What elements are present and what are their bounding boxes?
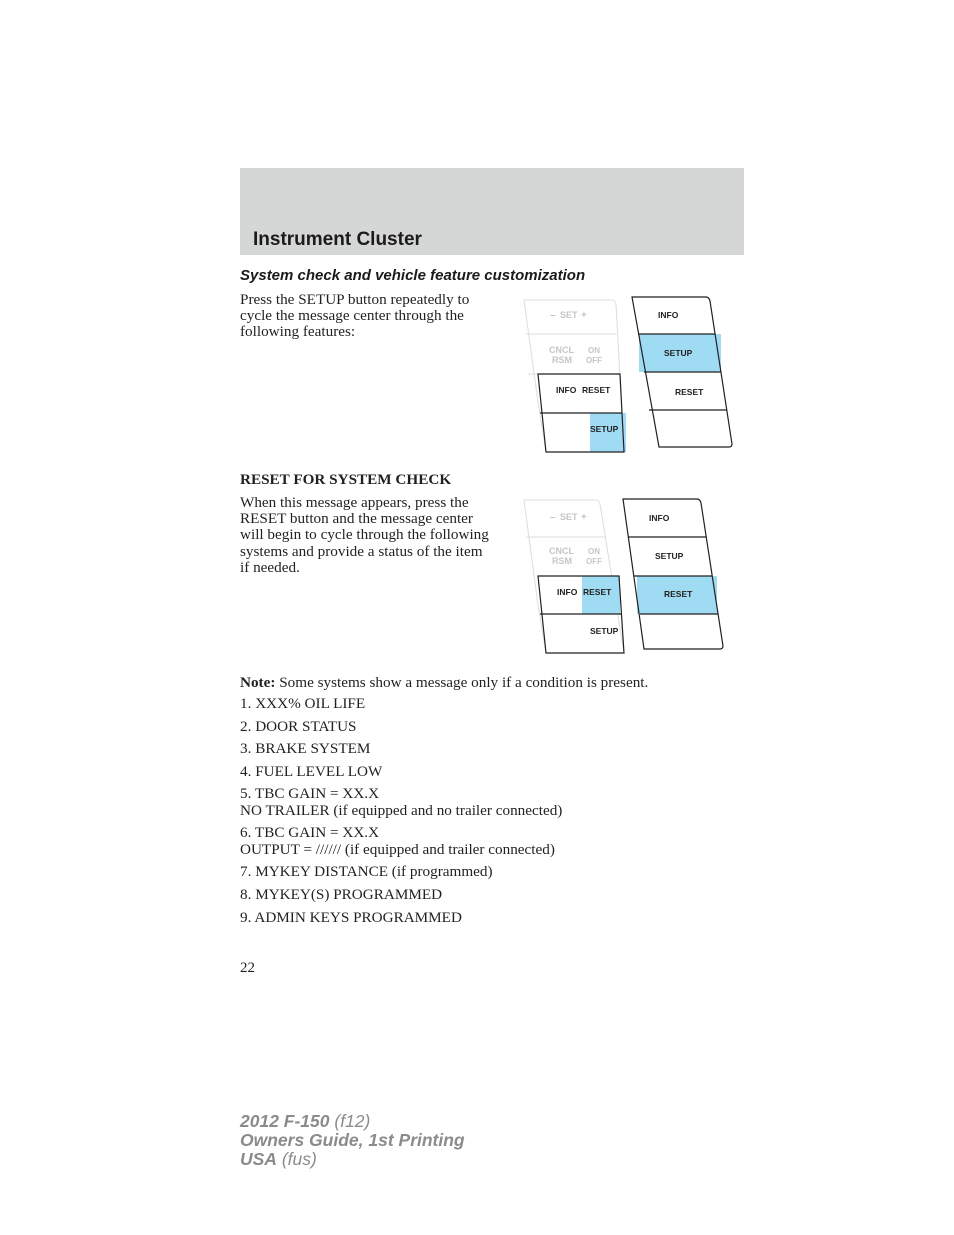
footer-guide: Owners Guide, 1st Printing	[240, 1130, 465, 1150]
footer-region-code: (fus)	[276, 1149, 317, 1169]
list-item	[240, 719, 562, 735]
set-label: SET	[560, 310, 578, 320]
list-item-line: 3. BRAKE SYSTEM	[240, 740, 371, 758]
list-item-line: 9. ADMIN KEYS PROGRAMMED	[240, 908, 462, 926]
intro-paragraph: Press the SETUP button repeatedly to cycle the message center through the following features:	[240, 291, 470, 341]
set-label: SET	[560, 512, 578, 522]
info-button-label: INFO	[556, 385, 577, 395]
off-label: OFF	[586, 557, 602, 566]
left-control-panel	[524, 500, 624, 653]
cncl-label: CNCL	[549, 546, 574, 556]
footer-region: USA	[240, 1149, 277, 1169]
right-control-panel	[632, 297, 732, 447]
steering-controls-figure-setup	[516, 292, 740, 456]
header-band	[240, 168, 744, 255]
reset-button-label: RESET	[582, 385, 611, 395]
list-item	[240, 696, 562, 712]
list-item-line: 1. XXX% OIL LIFE	[240, 695, 366, 712]
right-setup-label: SETUP	[655, 551, 684, 561]
list-item-line: 2. DOOR STATUS	[240, 717, 357, 735]
list-item-detail: OUTPUT = ////// (if equipped and trailer connected)	[240, 840, 555, 858]
set-plus-label: +	[581, 512, 587, 523]
right-reset-label: RESET	[675, 387, 704, 397]
note-label: Note:	[240, 674, 276, 691]
off-label: OFF	[586, 356, 602, 365]
rsm-label: RSM	[552, 556, 572, 566]
reset-button-label: RESET	[583, 587, 612, 597]
list-item	[240, 910, 562, 926]
page-title: Instrument Cluster	[253, 229, 422, 250]
setup-button-label: SETUP	[590, 626, 619, 636]
list-item	[240, 741, 562, 757]
list-item-line: 8. MYKEY(S) PROGRAMMED	[240, 885, 443, 903]
list-item	[240, 786, 562, 819]
right-control-panel	[623, 499, 723, 649]
footer-line-region	[240, 1150, 465, 1169]
document-footer	[240, 1112, 465, 1169]
on-label: ON	[588, 346, 600, 355]
list-item-line: 5. TBC GAIN = XX.X	[240, 785, 380, 803]
list-item	[240, 864, 562, 880]
steering-controls-figure-reset	[516, 495, 740, 659]
page-number: 22	[240, 960, 255, 976]
footer-model-code: (f12)	[329, 1111, 371, 1131]
list-item	[240, 825, 562, 858]
reset-paragraph: When this message appears, press the RESET button and the message center will begin to cycle through the following systems and provide a status of the item if needed.	[240, 494, 489, 576]
setup-button-label: SETUP	[590, 424, 619, 434]
list-item	[240, 764, 562, 780]
footer-line-model	[240, 1112, 465, 1131]
rsm-label: RSM	[552, 355, 572, 365]
info-button-label: INFO	[557, 587, 578, 597]
right-setup-label: SETUP	[664, 348, 693, 358]
set-minus-label: –	[550, 310, 556, 321]
right-info-label: INFO	[658, 310, 679, 320]
list-item-line: 4. FUEL LEVEL LOW	[240, 762, 383, 780]
on-label: ON	[588, 547, 600, 556]
set-minus-label: –	[550, 512, 556, 523]
set-plus-label: +	[581, 310, 587, 321]
list-item-line: 6. TBC GAIN = XX.X	[240, 824, 380, 842]
system-check-list	[240, 696, 562, 932]
right-info-label: INFO	[649, 513, 670, 523]
cncl-label: CNCL	[549, 345, 574, 355]
list-item-detail: NO TRAILER (if equipped and no trailer connected)	[240, 801, 563, 819]
footer-model: 2012 F-150	[240, 1111, 330, 1131]
reset-section-heading: RESET FOR SYSTEM CHECK	[240, 471, 452, 488]
note-text: Some systems show a message only if a condition is present.	[275, 674, 649, 691]
left-control-panel	[524, 300, 626, 452]
list-item-line: 7. MYKEY DISTANCE (if programmed)	[240, 863, 493, 881]
right-reset-label: RESET	[664, 589, 693, 599]
list-item	[240, 887, 562, 903]
section-subtitle: System check and vehicle feature customization	[240, 267, 586, 284]
note-paragraph	[240, 674, 648, 692]
